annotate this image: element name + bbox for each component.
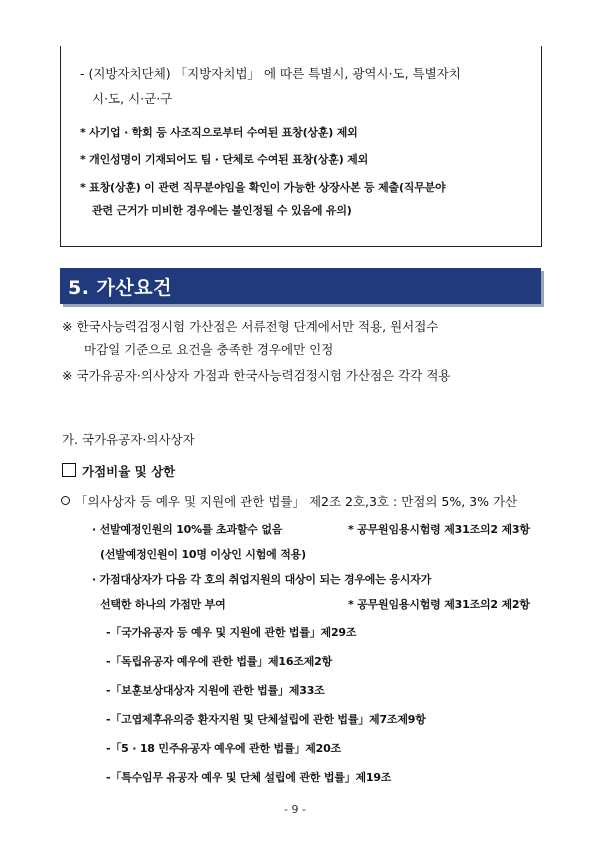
subsection-title: 가. 국가유공자·의사상자 <box>62 432 195 447</box>
page-number: - 9 - <box>284 803 306 816</box>
item1-ref: * 공무원임용시험령 제31조의2 제3항 <box>348 523 530 536</box>
section-note2: ※ 국가유공자·의사상자 가점과 한국사능력검정시험 가산점은 각각 적용 <box>62 368 451 383</box>
section-note1b: 마감일 기준으로 요건을 충족한 경우에만 인정 <box>84 342 334 357</box>
law-item: -「독립유공자 예우에 관한 법률」제16조제2항 <box>106 655 333 668</box>
law-item: -「보훈보상대상자 지원에 관한 법률」제33조 <box>106 684 325 697</box>
box-note3b: 관련 근거가 미비한 경우에는 불인정될 수 있음에 유의) <box>92 204 352 217</box>
circle-bullet-icon <box>61 496 70 505</box>
item2-ref: * 공무원임용시험령 제31조의2 제2항 <box>348 598 530 611</box>
box-note2: * 개인성명이 기재되어도 팀 · 단체로 수여된 표창(상훈) 제외 <box>80 153 369 166</box>
law-item: -「특수임무 유공자 예우 및 단체 설립에 관한 법률」제19조 <box>106 771 392 784</box>
law-item: -「고엽제후유의증 환자지원 및 단체설립에 관한 법률」제7조제9항 <box>106 713 426 726</box>
checkbox-square-icon <box>62 463 76 477</box>
item1-subtext: (선발예정인원이 10명 이상인 시험에 적용) <box>100 548 306 561</box>
law-item: -「5 · 18 민주유공자 예우에 관한 법률」제20조 <box>106 742 341 755</box>
box-line2: 시·도, 시·군·구 <box>92 91 173 106</box>
box-note1: * 사기업 · 학회 등 사조직으로부터 수여된 표창(상훈) 제외 <box>80 126 358 139</box>
law-item: -「국가유공자 등 예우 및 지원에 관한 법률」제29조 <box>106 626 357 639</box>
box-note3a: * 표창(상훈) 이 관련 직무분야임을 확인이 가능한 상장사본 등 제출(직무분야 <box>80 181 446 194</box>
section-note1a: ※ 한국사능력검정시험 가산점은 서류전형 단계에서만 적용, 원서접수 <box>62 319 439 334</box>
subsection-heading: 가점비율 및 상한 <box>82 464 176 479</box>
box-line1: - (지방자치단체) 「지방자치법」 에 따른 특별시, 광역시·도, 특별자치 <box>80 66 461 81</box>
bullet-line: 「의사상자 등 예우 및 지원에 관한 법률」 제2조 2호,3호 : 만점의 5%, 3% 가산 <box>75 494 518 509</box>
section-title: 5. 가산요건 <box>68 277 172 299</box>
section-heading <box>60 268 541 304</box>
item2-subtext: 선택한 하나의 가점만 부여 <box>100 598 226 611</box>
item1-text: · 선발예정인원의 10%를 초과할수 없음 <box>92 523 283 536</box>
item2-text: · 가점대상자가 다음 각 호의 취업지원의 대상이 되는 경우에는 응시자가 <box>92 573 431 586</box>
